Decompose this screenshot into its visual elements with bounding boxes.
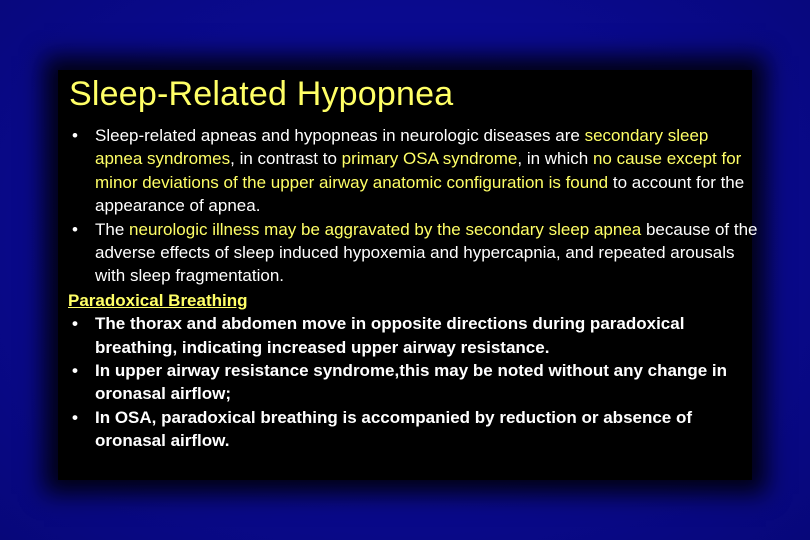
text-segment: , in which	[517, 149, 593, 169]
highlighted-text: primary OSA syndrome	[341, 149, 518, 169]
section-heading: Paradoxical Breathing	[68, 290, 248, 310]
bullet-dot: •	[72, 219, 78, 239]
bullet-text: In OSA, paradoxical breathing is accompanied by reduction or absence of oronasal airflow.	[95, 407, 693, 451]
text-segment: because of the adverse effects of sleep induced hypoxemia and hypercapnia, and repeated arousals with sleep fragmentation.	[95, 219, 758, 286]
bullet-text: The thorax and abdomen move in opposite directions during paradoxical breathing, indicating increased upper airway resistance.	[95, 314, 685, 357]
bullet-dot: •	[72, 314, 78, 334]
text-segment: to account for the appearance of apnea.	[95, 172, 745, 216]
highlighted-text: neurologic illness may be aggravated by the secondary sleep apnea	[129, 219, 642, 239]
slide-body	[68, 124, 758, 453]
bullet-item	[68, 312, 758, 359]
slide-title: Sleep-Related Hypopnea	[69, 75, 454, 113]
highlighted-text: secondary sleep apnea syndromes	[95, 126, 709, 169]
bullet-dot: •	[72, 126, 78, 145]
bullet-item	[68, 124, 758, 218]
text-segment: The	[95, 219, 130, 239]
bullet-item	[68, 359, 758, 406]
bullet-text: In upper airway resistance syndrome,this may be noted without any change in oronasal airflow;	[95, 361, 727, 404]
highlighted-text: no cause except for minor deviations of the upper airway anatomic configuration is found	[95, 149, 742, 192]
bullet-text	[95, 126, 744, 215]
text-segment: Sleep-related apneas and hypopneas in neurologic diseases are	[95, 126, 585, 145]
bullet-item	[68, 406, 758, 453]
bullet-dot: •	[72, 361, 78, 381]
text-segment: , in contrast to	[230, 149, 342, 169]
bullet-item	[68, 218, 758, 288]
bullet-text	[95, 220, 758, 286]
bullet-dot: •	[72, 407, 78, 427]
